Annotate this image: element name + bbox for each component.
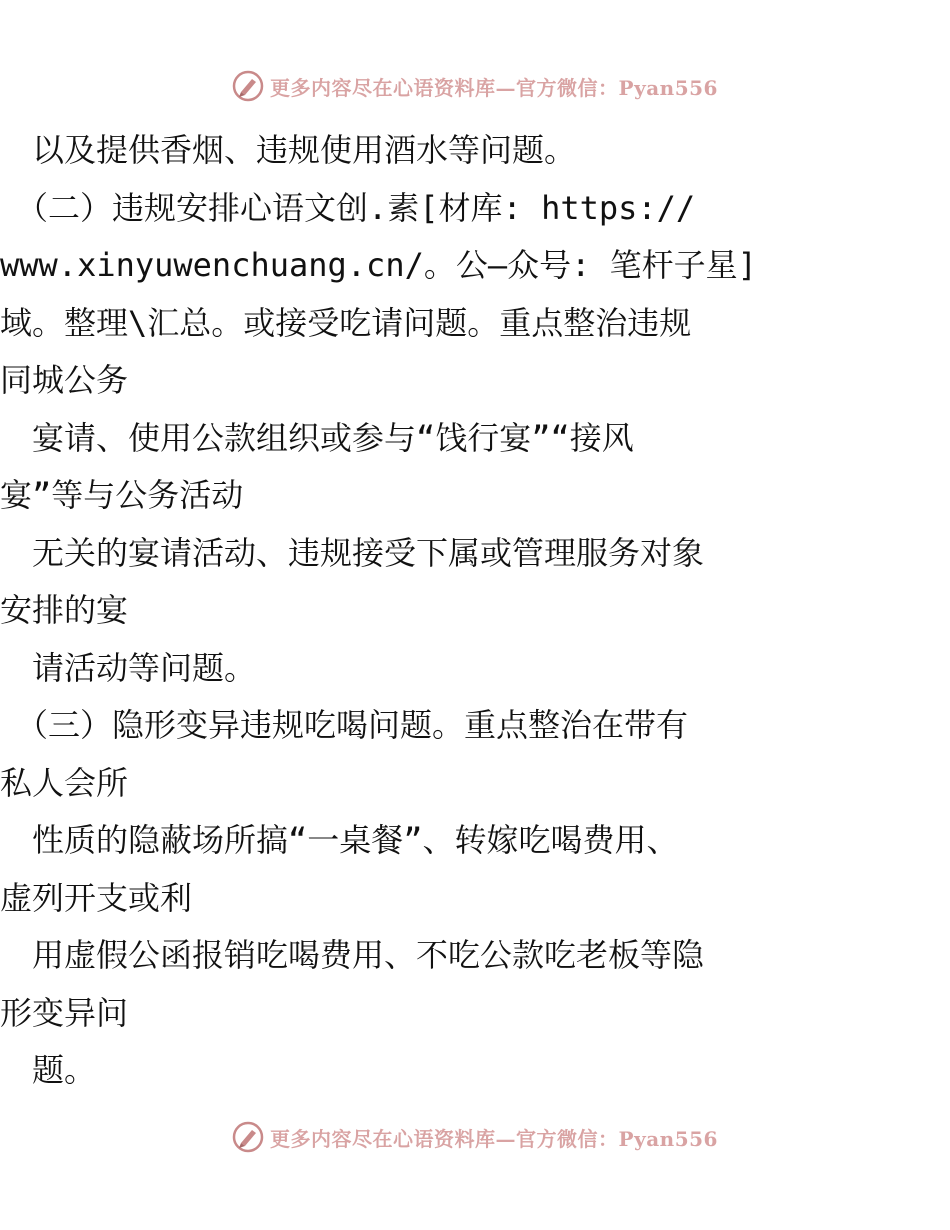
text-line: 安排的宴	[0, 591, 129, 629]
text-line: 性质的隐蔽场所搞“一桌餐”、转嫁吃喝费用、	[0, 821, 679, 859]
footer-watermark-text: 更多内容尽在心语资料库—官方微信：Pyan556	[270, 1126, 718, 1151]
text-line: 请活动等问题。	[0, 649, 257, 687]
pen-logo-icon	[232, 70, 264, 102]
text-line: 私人会所	[0, 764, 129, 802]
text-line: 同城公务	[0, 361, 129, 399]
text-line: www.xinyuwenchuang.cn/。公—众号: 笔杆子星]	[0, 246, 757, 284]
text-line: 用虚假公函报销吃喝费用、不吃公款吃老板等隐	[0, 936, 705, 974]
pen-logo-icon	[232, 1121, 264, 1153]
header-watermark-text: 更多内容尽在心语资料库—官方微信：Pyan556	[270, 75, 718, 100]
text-line: 虚列开支或利	[0, 879, 193, 917]
text-line: 无关的宴请活动、违规接受下属或管理服务对象	[0, 534, 705, 572]
text-line: 形变异问	[0, 994, 129, 1032]
text-line: 宴”等与公务活动	[0, 476, 244, 514]
text-line: 题。	[0, 1051, 97, 1089]
text-line: 以及提供香烟、违规使用酒水等问题。	[0, 131, 577, 169]
text-line: （二）违规安排心语文创.素[材库: https://	[0, 189, 696, 227]
text-line: （三）隐形变异违规吃喝问题。重点整治在带有	[0, 706, 689, 744]
footer-watermark	[0, 1121, 950, 1153]
header-watermark	[0, 70, 950, 102]
text-line: 域。整理\汇总。或接受吃请问题。重点整治违规	[0, 304, 692, 342]
text-line: 宴请、使用公款组织或参与“饯行宴”“接风	[0, 419, 634, 457]
